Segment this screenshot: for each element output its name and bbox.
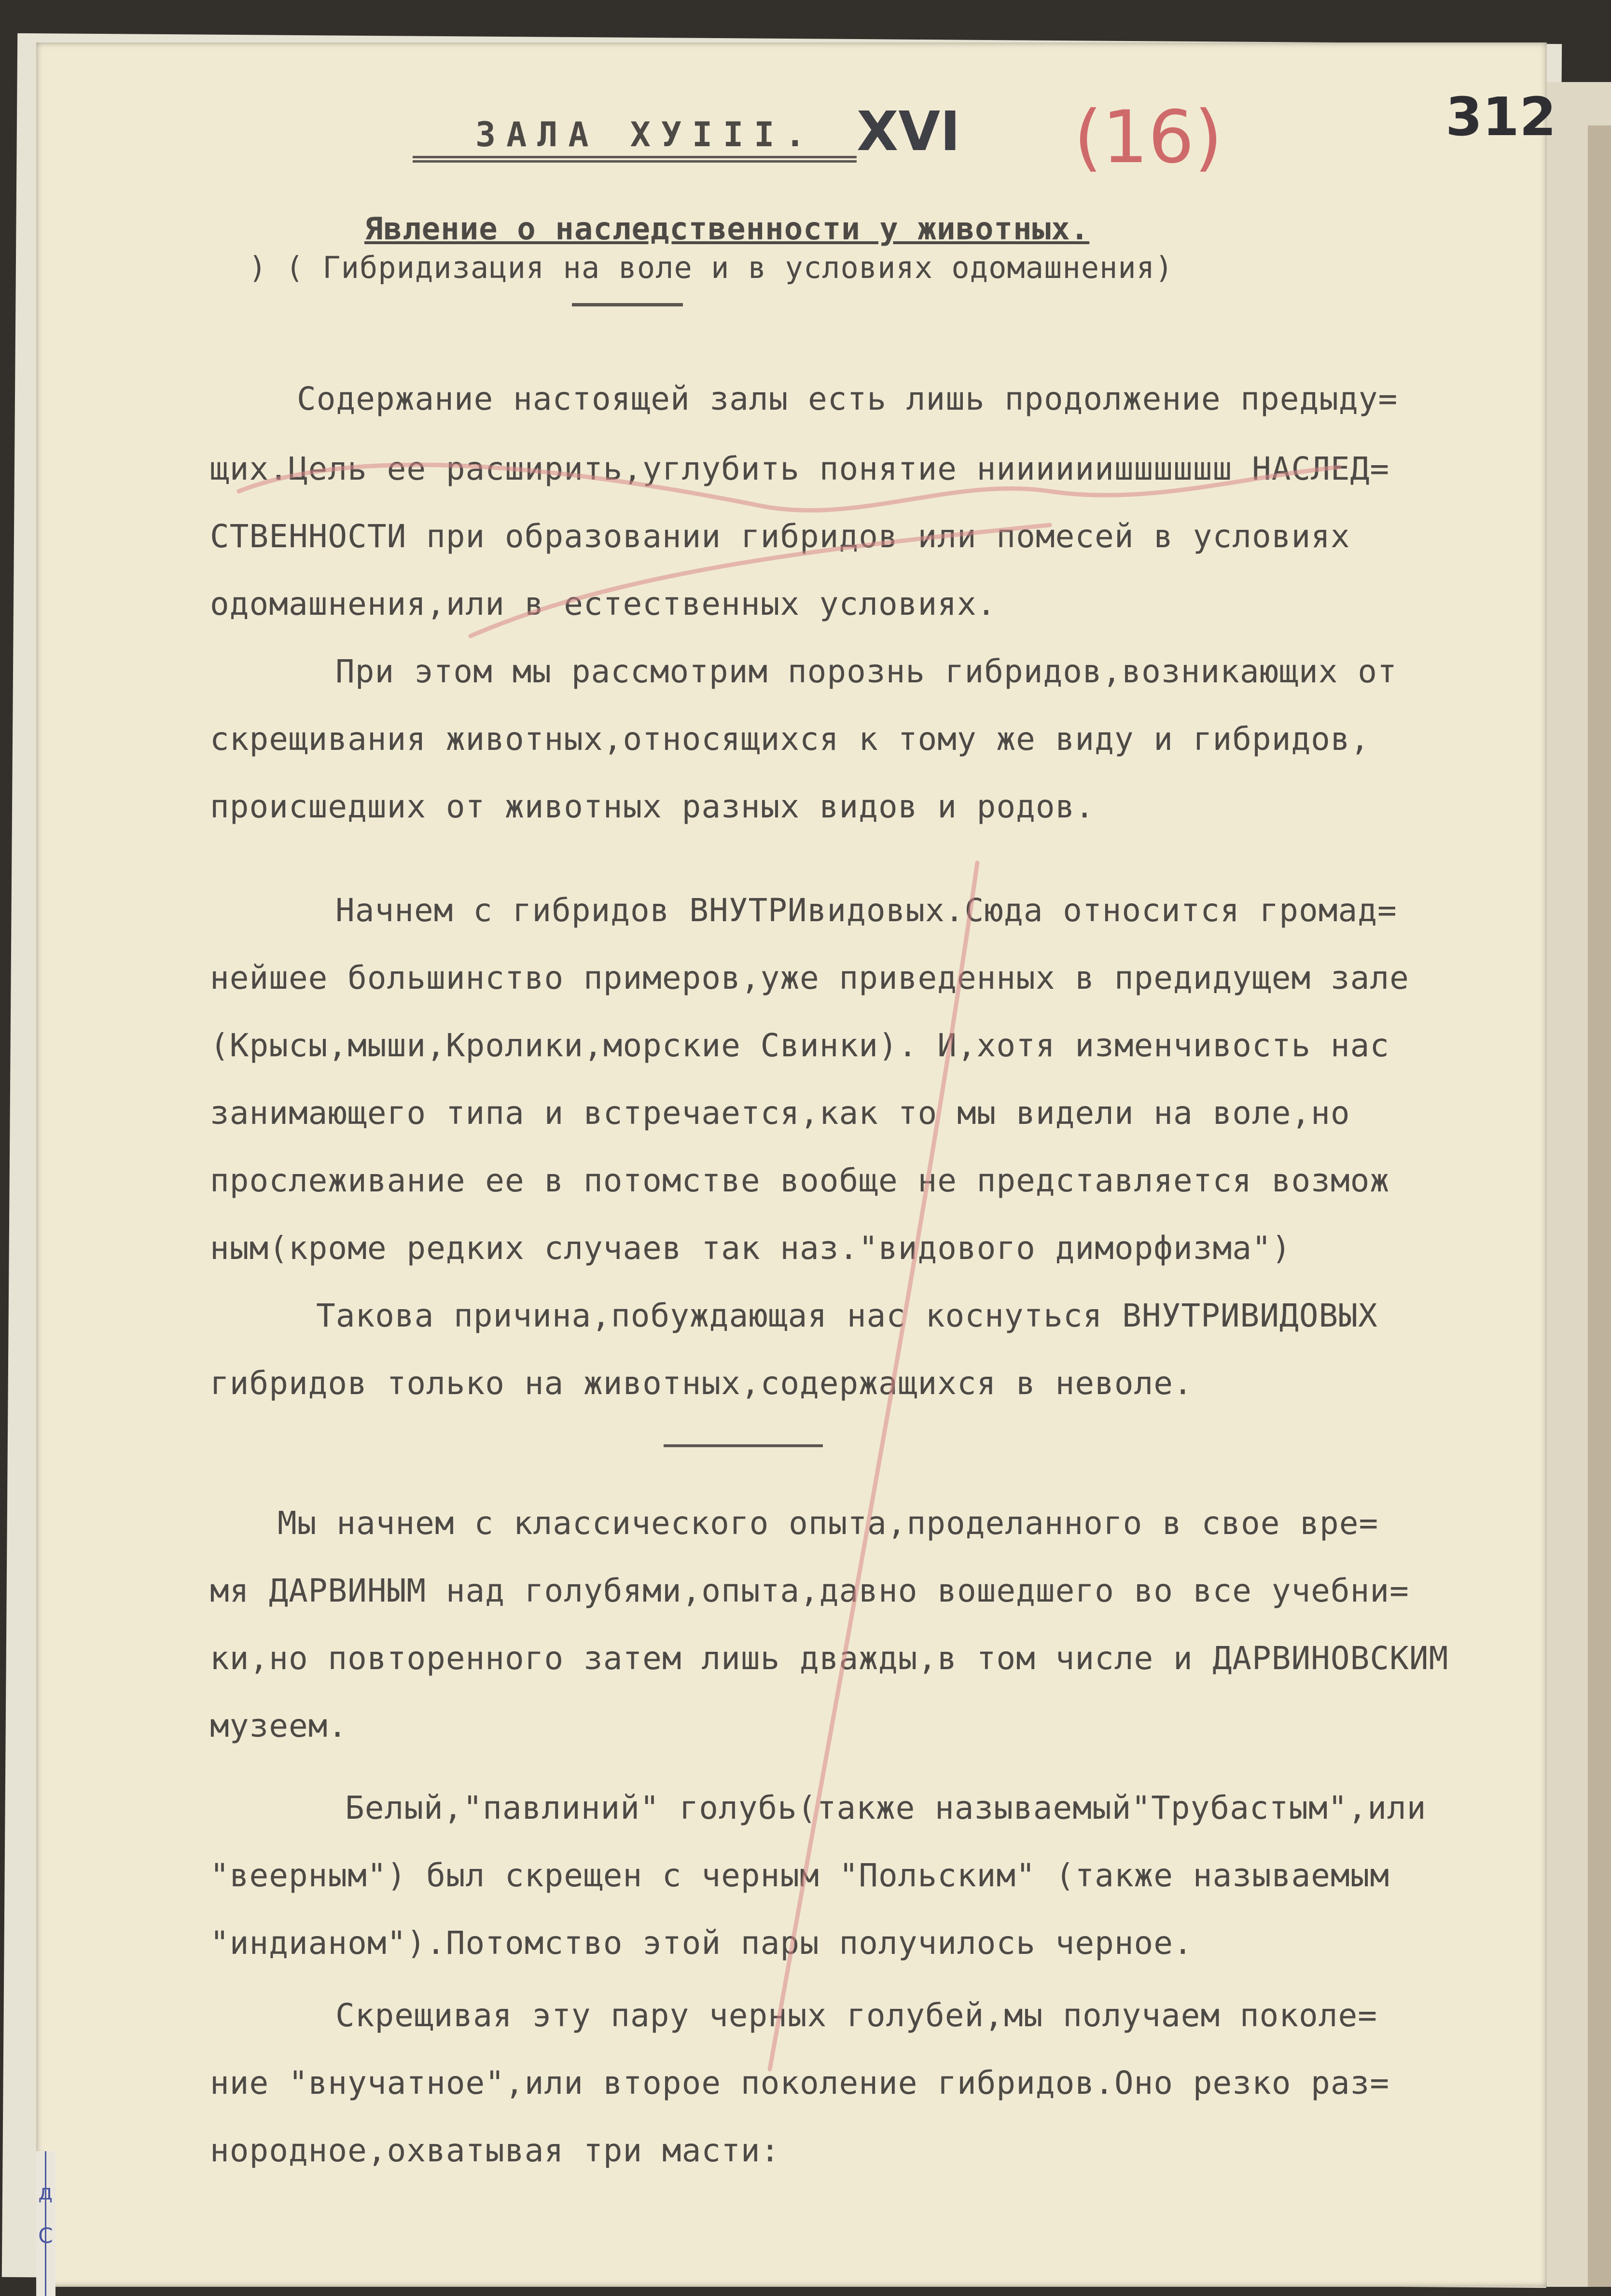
archive-sheet-number: 312 (1445, 86, 1556, 148)
page-subtitle: Явление о наследственности у животных. (364, 211, 1090, 247)
stamp-letter-2: С (38, 2224, 53, 2248)
paragraph-4-line-1: Такова причина,побуждающая нас коснуться ВНУТРИВИДОВЫХ (316, 1297, 1378, 1334)
stamp-letter-1: д (38, 2180, 53, 2205)
paragraph-2-line-3: происшедших от животных разных видов и родов. (210, 788, 1095, 825)
paragraph-3-line-2: нейшее большинство примеров,уже приведенных в предидущем зале (210, 959, 1409, 996)
paragraph-6-line-2: "веерным") был скрещен с черным "Польским" (также называемым (210, 1857, 1390, 1894)
paragraph-3-line-3: (Крысы,мыши,Кролики,морские Свинки). И,хотя изменчивость нас (210, 1027, 1390, 1064)
paragraph-3-line-4: занимающего типа и встречается,как то мы видели на воле,но (210, 1094, 1350, 1132)
subtitle-dash (572, 303, 683, 306)
paragraph-7-line-1: Скрещивая эту пару черных голубей,мы получаем поколе= (335, 1997, 1377, 2034)
pencil-hall-number: XVI (857, 100, 960, 163)
page-subtitle-parenthetical: ) ( Гибридизация на воле и в условиях одомашнения) (249, 250, 1174, 285)
paragraph-2-line-2: скрещивания животных,относящихся к тому же виду и гибридов, (210, 720, 1370, 758)
paragraph-1-line-2: щих.Цель ее расширить,углубить понятие ниииииишшшшшш НАСЛЕД= (210, 450, 1390, 487)
paragraph-1-line-1: Содержание настоящей залы есть лишь продолжение предыду= (297, 380, 1398, 417)
paragraph-5-line-4: музеем. (210, 1707, 348, 1744)
paragraph-5-line-2: мя ДАРВИНЫМ над голубями,опыта,давно вошедшего во все учебни= (210, 1572, 1409, 1609)
document-page (36, 42, 1556, 2287)
paragraph-5-line-3: ки,но повторенного затем лишь дважды,в том числе и ДАРВИНОВСКИМ (210, 1640, 1449, 1677)
right-edge-sheet-back (1588, 125, 1611, 2287)
paragraph-5-line-1: Мы начнем с классического опыта,проделанного в свое вре= (278, 1505, 1379, 1542)
paragraph-2-line-1: При этом мы рассмотрим порознь гибридов,возникающих от (335, 653, 1397, 690)
page-title: ЗАЛА ХУIII. (475, 115, 816, 154)
red-hall-number: (16) (1074, 96, 1222, 180)
paragraph-7-line-3: нородное,охватывая три масти: (210, 2132, 780, 2169)
paragraph-6-line-3: "индианом").Потомство этой пары получилось черное. (210, 1924, 1193, 1962)
paragraph-3-line-1: Начнем с гибридов ВНУТРИвидовых.Сюда относится громад= (335, 892, 1397, 929)
section-divider (664, 1444, 823, 1447)
paragraph-3-line-5: прослеживание ее в потомстве вообще не представляется возмож (210, 1162, 1390, 1199)
paragraph-4-line-2: гибридов только на животных,содержащихся в неволе. (210, 1365, 1193, 1402)
paragraph-3-line-6: ным(кроме редких случаев так наз."видового диморфизма") (210, 1230, 1292, 1267)
archive-stamp-edge (36, 2151, 56, 2296)
title-double-underline (413, 156, 857, 163)
paragraph-7-line-2: ние "внучатное",или второе поколение гибридов.Оно резко раз= (210, 2064, 1390, 2102)
paragraph-1-line-3: СТВЕННОСТИ при образовании гибридов или помесей в условиях (210, 518, 1350, 555)
paragraph-1-line-4: одомашнения,или в естественных условиях. (210, 585, 997, 622)
paragraph-6-line-1: Белый,"павлиний" голубь(также называемый"Трубастым",или (345, 1789, 1427, 1826)
